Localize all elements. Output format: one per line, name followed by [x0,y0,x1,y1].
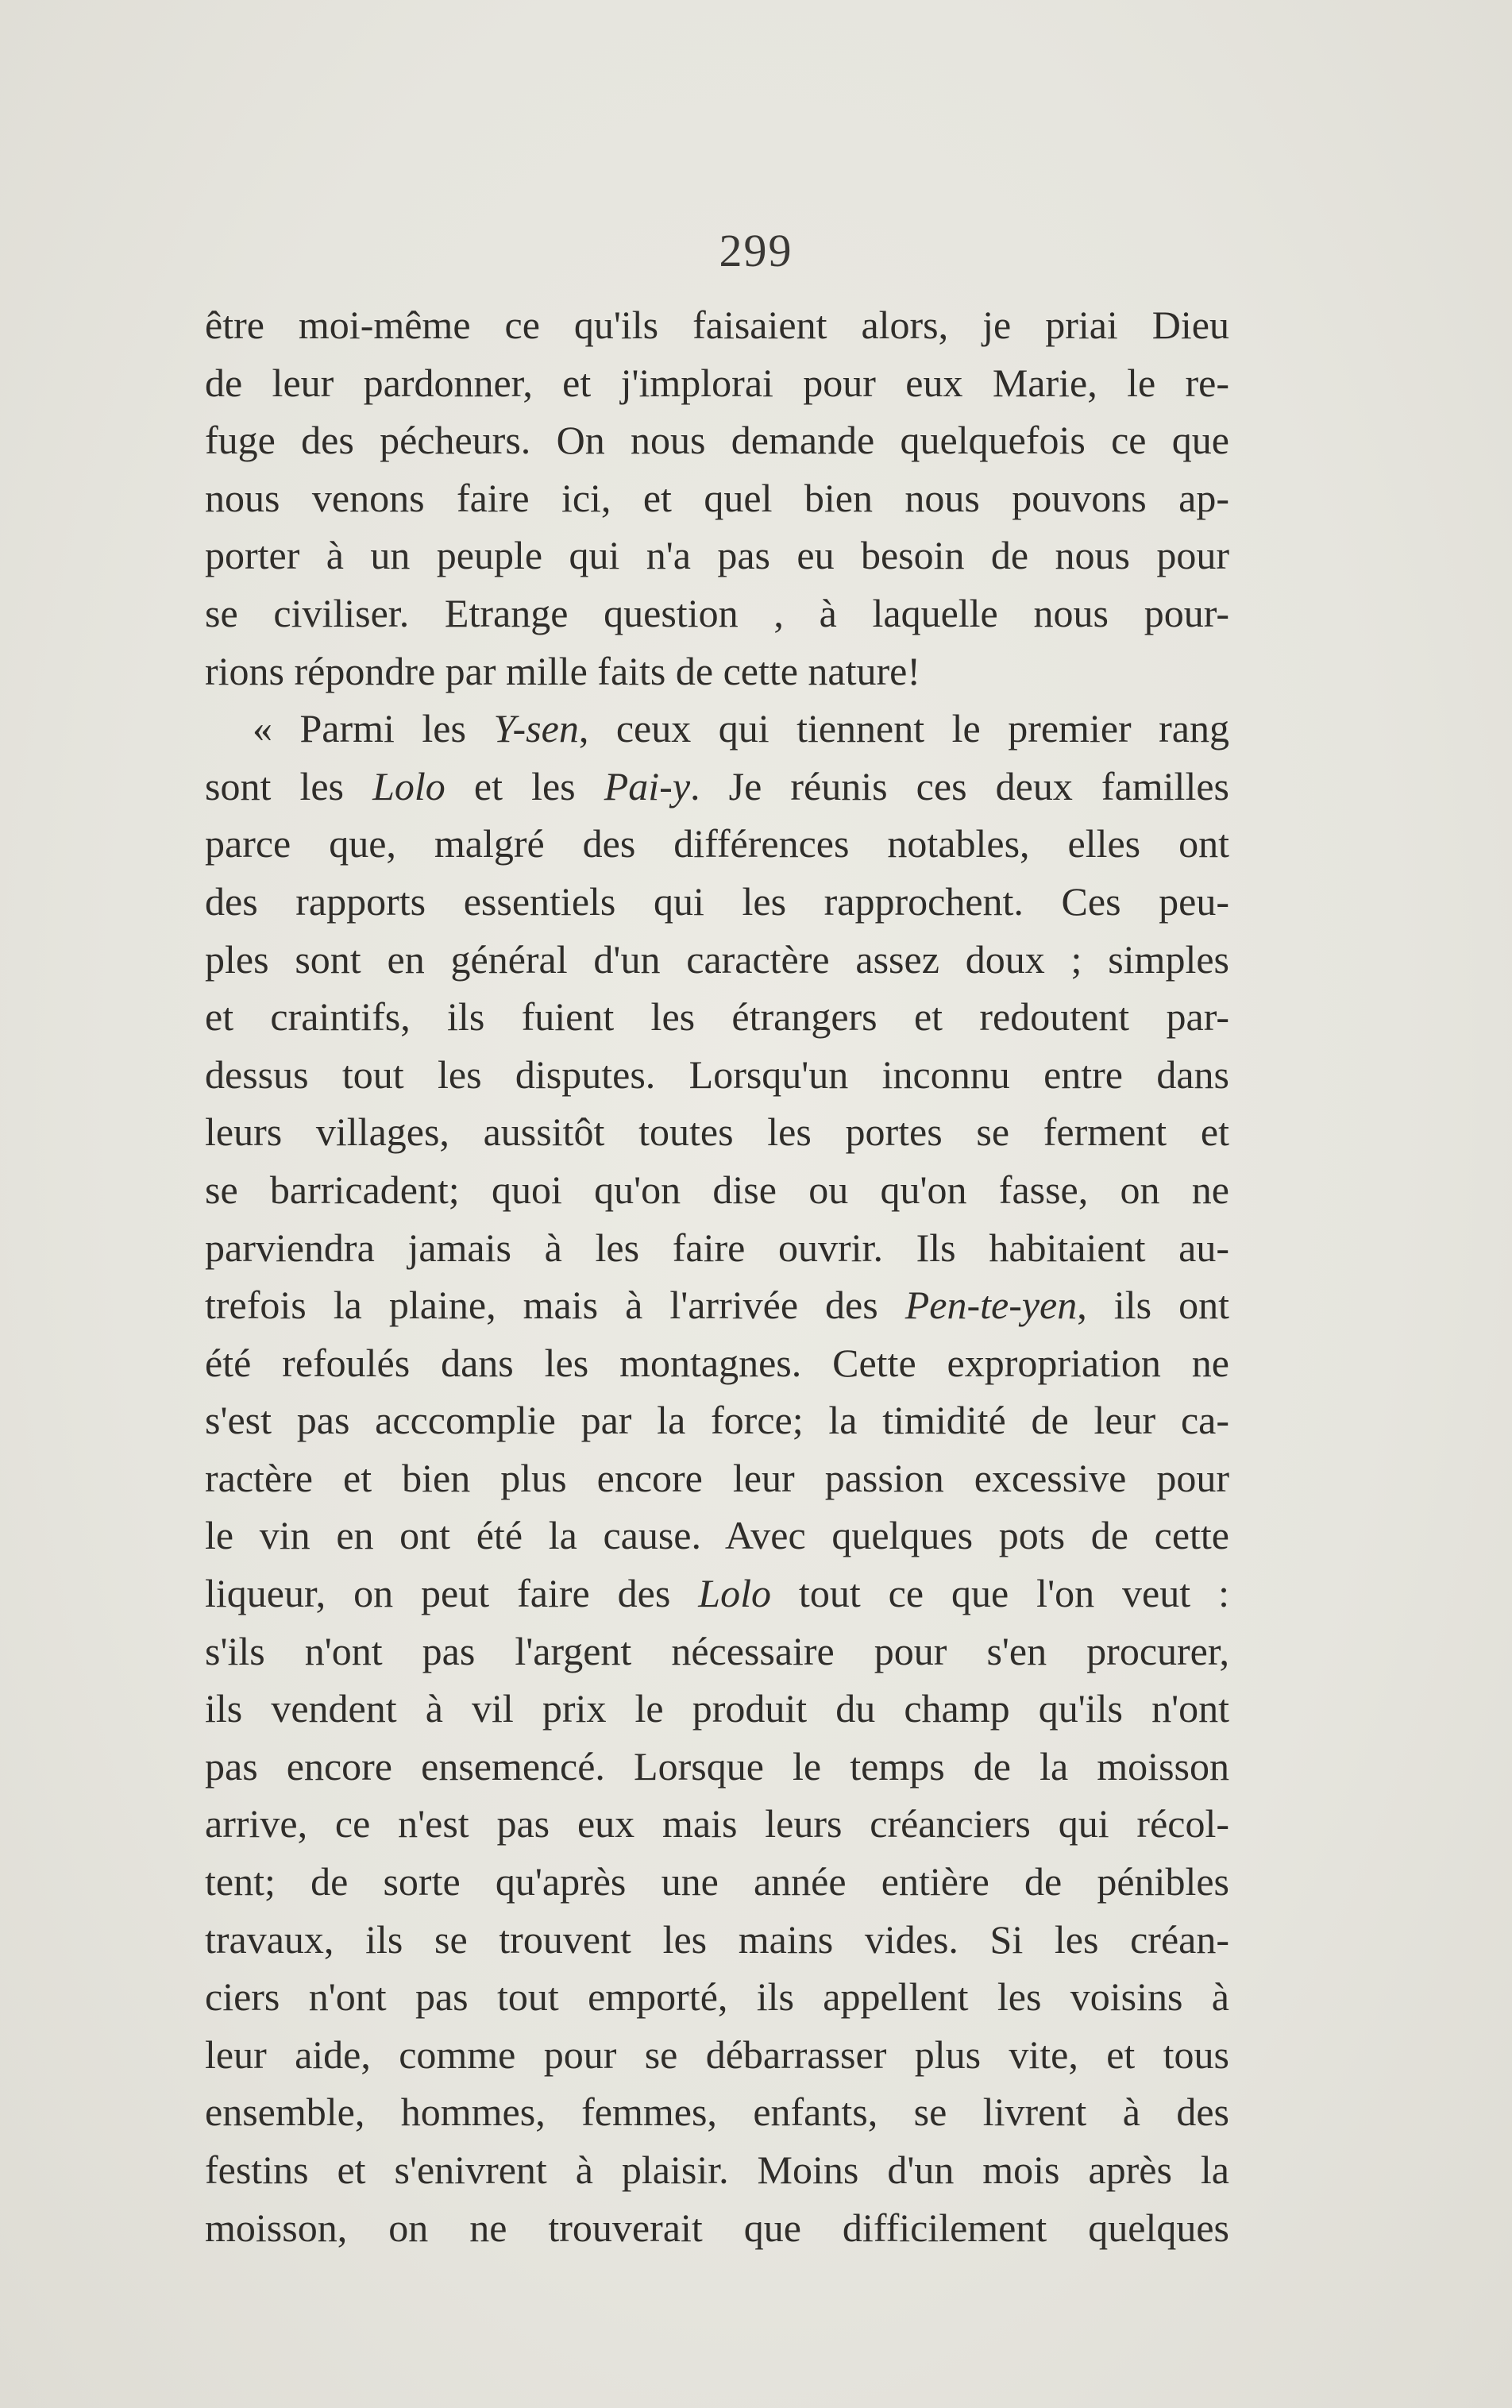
text-line [205,411,1229,469]
italic-term: Y-sen [493,706,579,751]
page-number: 299 [719,225,793,276]
text-run: le vin en ont été la cause. Avec quelques pots de cette [205,1513,1229,1558]
text-run: et les [445,763,604,808]
text-line [205,700,1229,758]
text-line [205,1911,1229,1969]
text-run: ciers n'ont pas tout emporté, ils appellent les voisins à [205,1974,1229,2020]
text-line [205,585,1229,643]
text-line [205,1161,1229,1219]
text-line [205,873,1229,931]
text-run: arrive, ce n'est pas eux mais leurs créanciers qui récol- [205,1801,1229,1847]
text-run: travaux, ils se trouvent les mains vides. Si les créan- [205,1916,1229,1962]
text-run: sont les [205,763,373,808]
text-run: trefois la plaine, mais à l'arrivée des [205,1283,905,1328]
text-line [205,988,1229,1046]
text-run: ples sont en général d'un caractère assez doux ; simples [205,936,1229,982]
text-run: porter à un peuple qui n'a pas eu besoin de nous pour [205,533,1229,578]
text-line [205,1738,1229,1796]
italic-term: Lolo [372,763,446,808]
text-line [205,2141,1229,2199]
text-run: ensemble, hommes, femmes, enfants, se livrent à des [205,2090,1229,2135]
text-run: des rapports essentiels qui les rapprochent. Ces peu- [205,878,1229,924]
text-line [205,2083,1229,2141]
text-run: ractère et bien plus encore leur passion excessive pour [205,1455,1229,1500]
text-line [205,296,1229,354]
text-run: s'est pas acccomplie par la force; la timidité de leur ca- [205,1398,1229,1443]
text-run: , ils ont [1077,1283,1229,1328]
text-run: pas encore ensemencé. Lorsque le temps de la moisson [205,1743,1229,1789]
text-run: s'ils n'ont pas l'argent nécessaire pour s'en procurer, [205,1628,1229,1673]
text-line [205,1219,1229,1277]
text-run: se barricadent; quoi qu'on dise ou qu'on fasse, on ne [205,1167,1229,1212]
text-line [205,1334,1229,1392]
text-line [205,1968,1229,2026]
text-line [205,1276,1229,1334]
text-run: de leur pardonner, et j'implorai pour eux Marie, le re- [205,360,1229,405]
text-run: tent; de sorte qu'après une année entière de pénibles [205,1859,1229,1904]
text-line [205,527,1229,585]
text-run: tout ce que l'on veut : [770,1571,1229,1616]
text-run: ils vendent à vil prix le produit du champ qu'ils n'ont [205,1686,1229,1731]
text-line [205,1103,1229,1161]
text-line [205,1507,1229,1565]
text-run: . Je réunis ces deux familles [690,763,1229,808]
text-run: liqueur, on peut faire des [205,1571,699,1616]
text-run: rions répondre par mille faits de cette nature! [205,648,921,693]
text-line [205,2199,1229,2257]
text-run: festins et s'enivrent à plaisir. Moins d'un mois après la [205,2148,1229,2192]
text-run: parviendra jamais à les faire ouvrir. Ils habitaient au- [205,1225,1229,1270]
text-line [205,2026,1229,2084]
text-run: leur aide, comme pour se débarrasser plus vite, et tous [205,2032,1229,2077]
text-line [205,354,1229,412]
text-line [205,931,1229,989]
text-run: se civiliser. Etrange question , à laquelle nous pour- [205,590,1229,635]
text-run: parce que, malgré des différences notables, elles ont [205,821,1229,866]
text-run: été refoulés dans les montagnes. Cette expropriation ne [205,1340,1229,1385]
italic-term: Pai-y [604,763,691,808]
text-run: être moi-même ce qu'ils faisaient alors, je priai Dieu [205,303,1229,347]
text-line [205,1391,1229,1449]
text-line [205,1565,1229,1623]
text-line [205,469,1229,527]
text-line [205,1449,1229,1507]
italic-term: Pen-te-yen [904,1283,1078,1328]
text-line [205,1046,1229,1104]
italic-term: Lolo [698,1571,771,1616]
text-line [205,1795,1229,1853]
text-run: nous venons faire ici, et quel bien nous pouvons ap- [205,475,1229,520]
text-line [205,643,1229,700]
text-line [205,1623,1229,1681]
text-run: leurs villages, aussitôt toutes les portes se ferment et [205,1109,1229,1155]
text-line [205,1853,1229,1911]
text-run: dessus tout les disputes. Lorsqu'un inconnu entre dans [205,1052,1229,1097]
text-run: « Parmi les [253,706,494,751]
text-line [205,1680,1229,1738]
text-run: fuge des pécheurs. On nous demande quelquefois ce que [205,418,1229,463]
text-run: et craintifs, ils fuient les étrangers et redoutent par- [205,994,1229,1040]
text-line [205,758,1229,816]
body-text [205,296,1229,2256]
text-run: , ceux qui tiennent le premier rang [578,706,1229,751]
text-line [205,815,1229,873]
text-run: moisson, on ne trouverait que difficilement quelques [205,2205,1229,2250]
